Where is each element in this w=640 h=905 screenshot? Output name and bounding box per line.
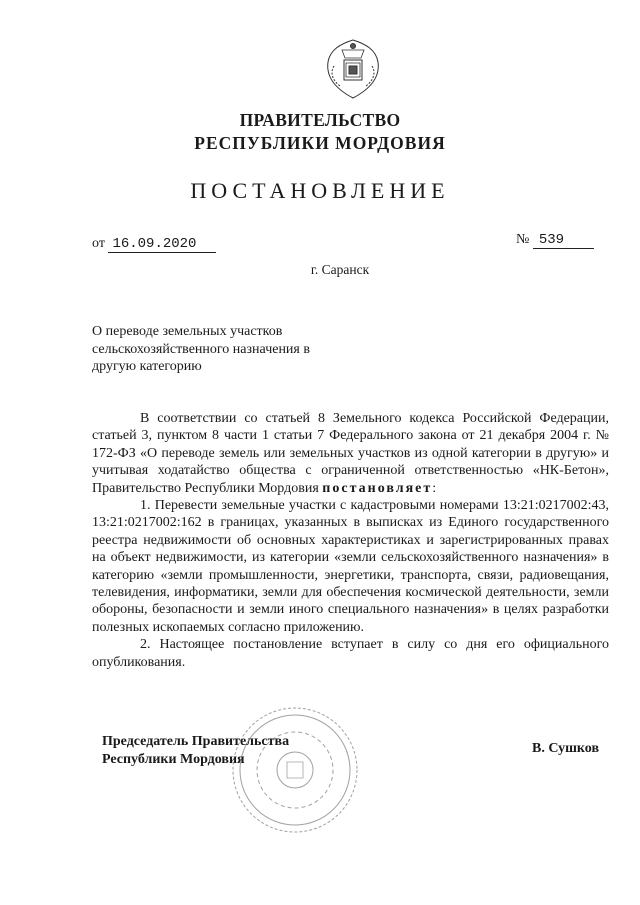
city: г. Саранск <box>310 262 370 277</box>
subject-line: О переводе земельных участков <box>92 324 283 339</box>
item-2: 2. Настоящее постановление вступает в силу со дня его официального опубликования. <box>92 637 609 670</box>
preamble-text: В соответствии со статьей 8 Земельного кодекса Российской Федерации, статьей 3, пунктом 8 части 1 статьи 7 Федерального закона от 21 декабря 2004 г. № 172-ФЗ «О переводе земель или земельных участков из одной категории в другую» и учитывая ходатайство общества с ограниченной ответственностью «НК-Бетон», Правительство Республики Мордовия <box>92 411 609 496</box>
decree-word: постановляет <box>322 480 433 496</box>
decree-colon: : <box>432 480 437 496</box>
number-field <box>516 232 594 248</box>
date-field <box>92 236 216 252</box>
preamble-paragraph <box>92 410 609 497</box>
date-value: 16.09.2020 <box>108 236 216 253</box>
government-title-line1: ПРАВИТЕЛЬСТВО <box>239 110 401 130</box>
number-prefix: № <box>516 232 530 247</box>
document-type: ПОСТАНОВЛЕНИЕ <box>190 178 450 203</box>
document-body <box>92 410 609 671</box>
government-title-line2: РЕСПУБЛИКИ МОРДОВИЯ <box>194 133 446 153</box>
position-line: Республики Мордовия <box>102 751 245 767</box>
official-seal-icon <box>225 700 365 840</box>
position-line: Председатель Правительства <box>102 734 290 749</box>
coat-of-arms-icon <box>320 36 386 102</box>
signatory-name: В. Сушков <box>532 741 600 756</box>
number-value: 539 <box>533 232 594 249</box>
subject-line: другую категорию <box>92 359 202 374</box>
subject-block <box>92 323 352 376</box>
item-1: 1. Перевести земельные участки с кадастровыми номерами 13:21:0217002:43, 13:21:0217002:162 в границах, указанных в выписках из Единого государственного реестра недвижимости об основных характеристиках и зарегистрированных правах на объект недвижимости, из категории «земли сельскохозяйственного назначения» в категорию «земли промышленности, энергетики, транспорта, связи, радиовещания, телевидения, информатики, земли для обеспечения космической деятельности, земли обороны, безопасности и земли иного специального назначения» в целях разработки полезных ископаемых согласно приложению. <box>92 498 609 635</box>
date-prefix: от <box>92 236 105 251</box>
subject-line: сельскохозяйственного назначения в <box>92 341 310 357</box>
